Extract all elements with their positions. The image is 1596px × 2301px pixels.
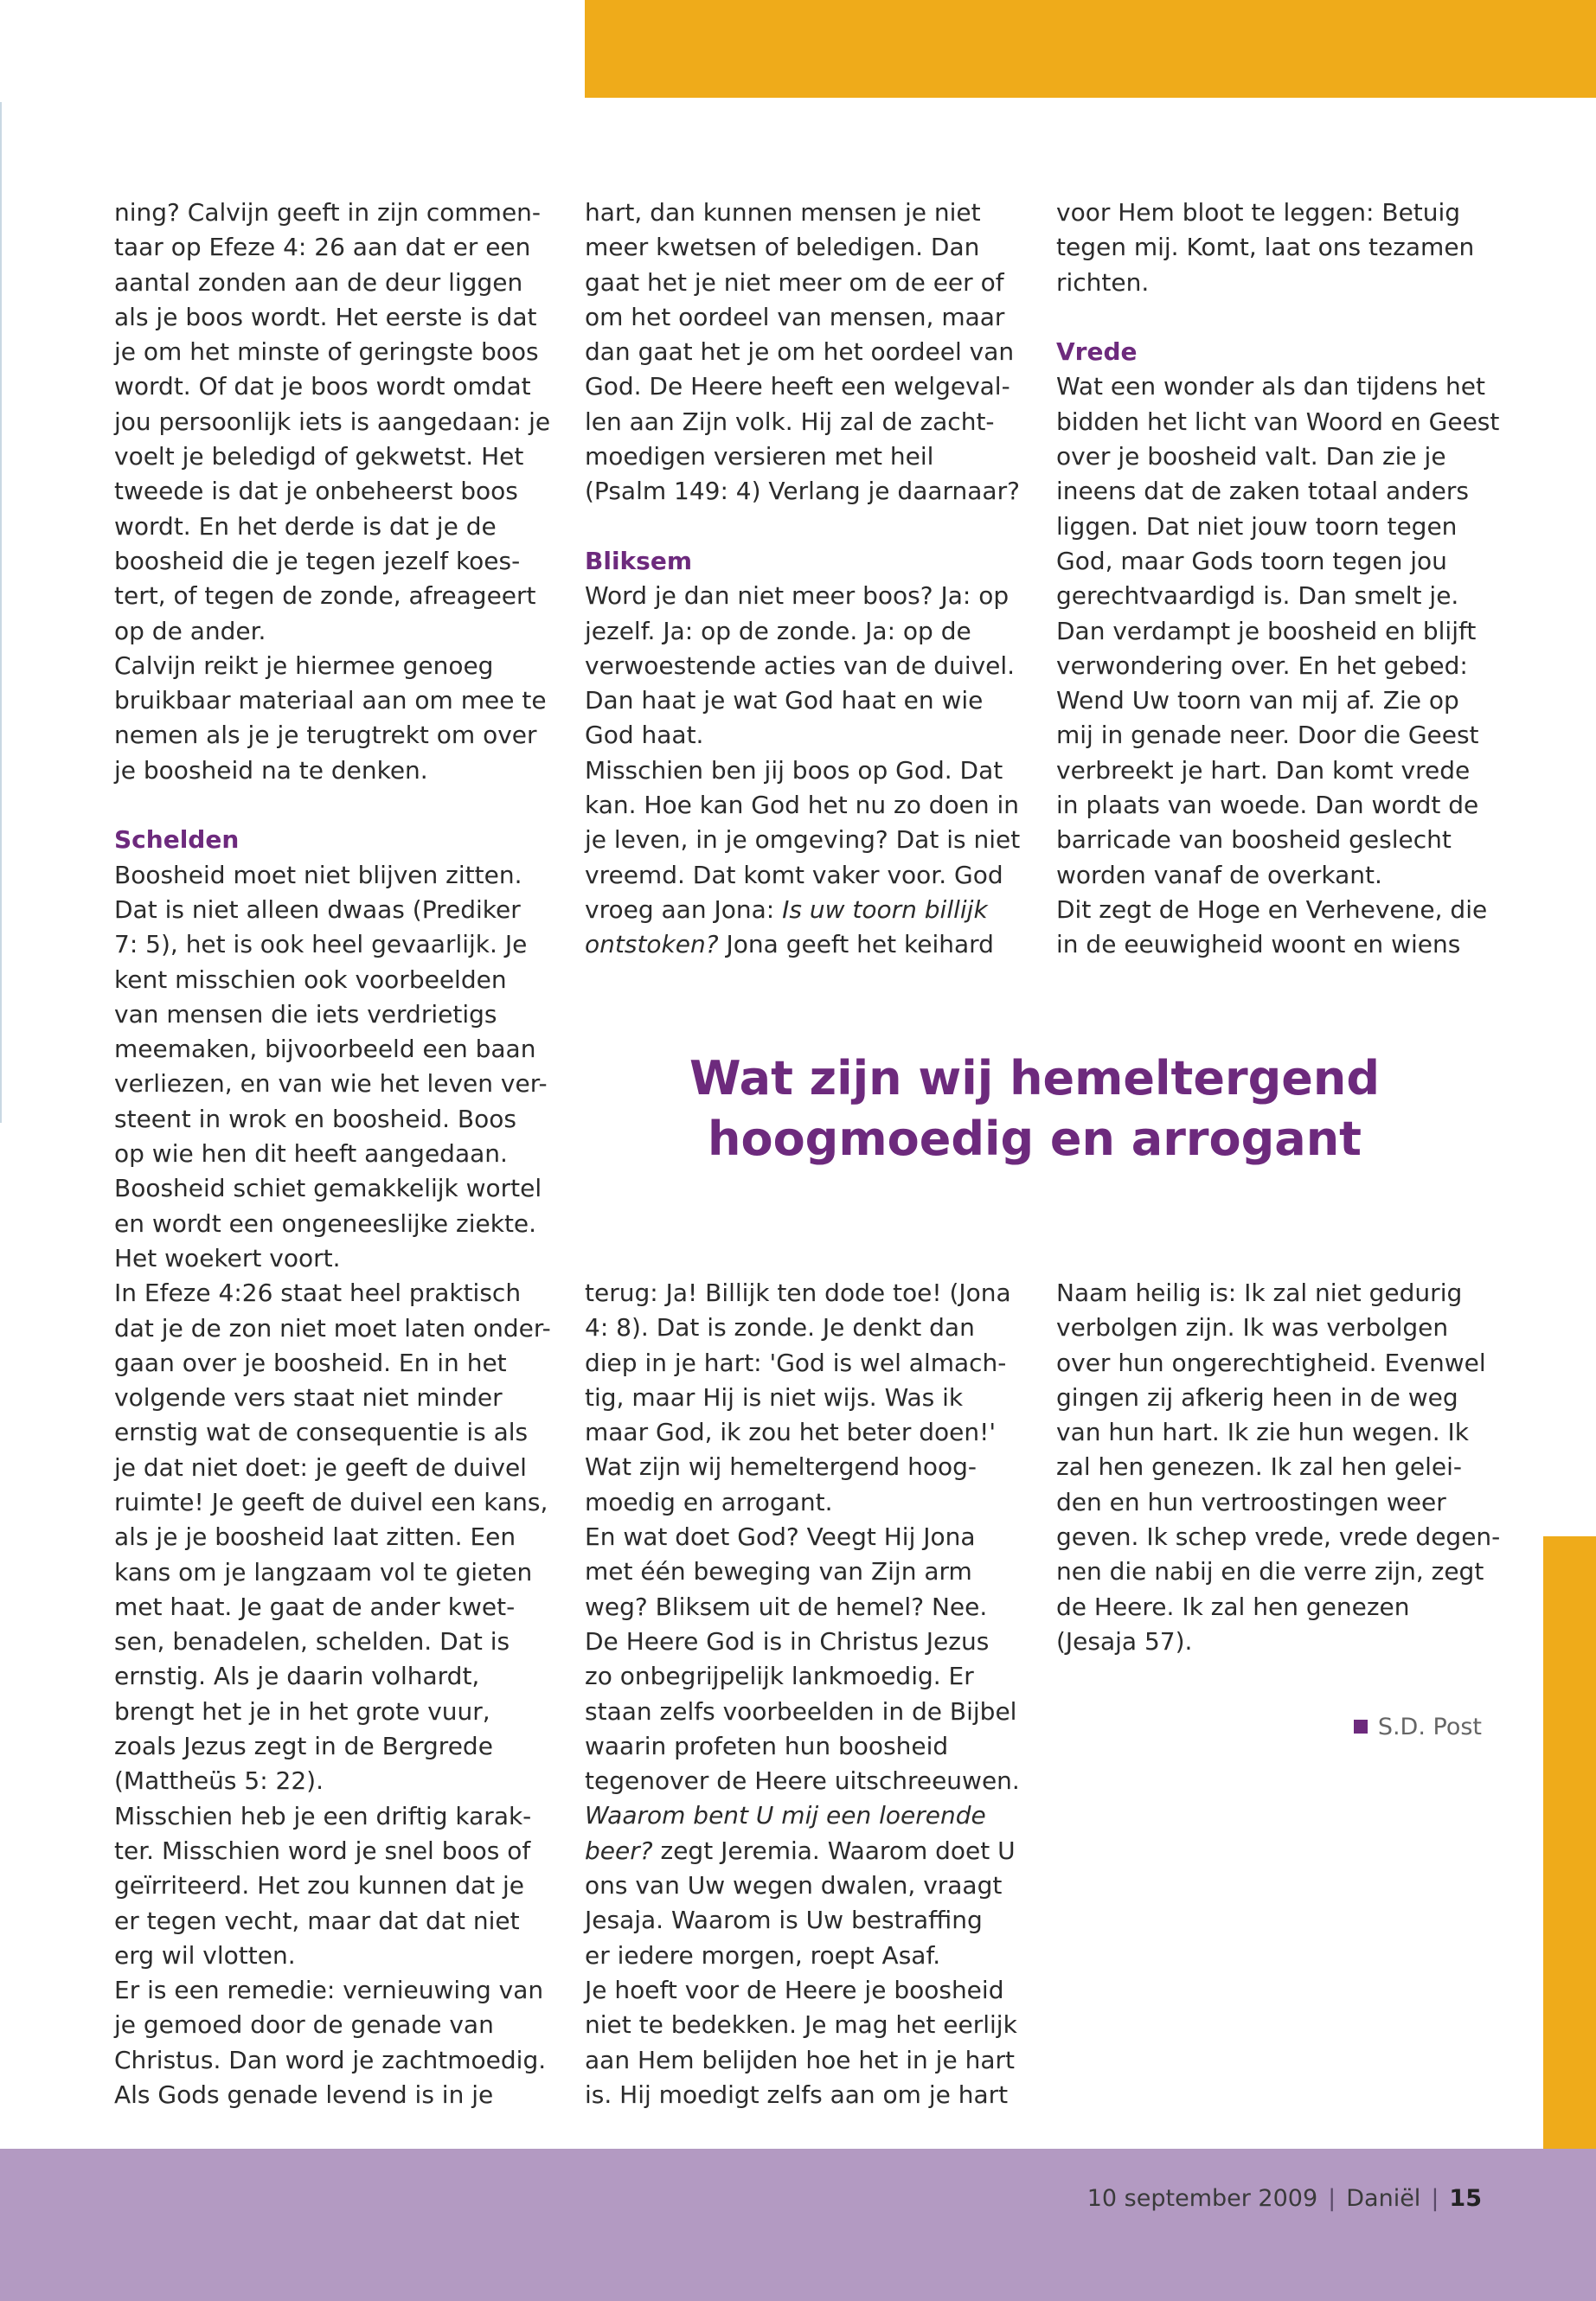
paragraph: Misschien ben jij boos op God. Dat kan. Hoe kan God het nu zo doen in je leven, in je omgeving? Dat is niet vreemd. Dat komt vaker voor. God vroeg aan Jona: Is uw toorn billijk ontstoken? Jona geeft het keihard [585, 753, 1035, 963]
text-line: ning? Calvijn geeft in zijn commen- [114, 198, 542, 227]
text-line: taar op Efeze 4: 26 aan dat er een [114, 233, 531, 262]
text-line: ter. Misschien word je snel boos of [114, 1836, 531, 1865]
section-heading-schelden: Schelden [114, 825, 240, 855]
article-column-5 [1056, 1276, 1506, 1745]
text-line: steent in wrok en boosheid. Boos [114, 1104, 516, 1133]
text-line: niet te bedekken. Je mag het eerlijk [585, 2010, 1017, 2040]
paragraph [1056, 1276, 1506, 1659]
text-line: de Heere. Ik zal hen genezen [1056, 1592, 1410, 1621]
text-line: ons van Uw wegen dwalen, vraagt [585, 1871, 1003, 1900]
left-margin-rule [0, 102, 2, 1123]
paragraph [114, 649, 564, 788]
text-line: vreemd. Dat komt vaker voor. God [585, 860, 1003, 889]
article-column-1 [114, 195, 564, 2112]
text-line: jou persoonlijk iets is aangedaan: je [114, 407, 551, 436]
text-line: Dit zegt de Hoge en Verhevene, die [1056, 894, 1488, 924]
paragraph [1056, 369, 1506, 892]
text-line: De Heere God is in Christus Jezus [585, 1626, 990, 1656]
top-accent-bar [585, 0, 1596, 98]
text-line: met één beweging van Zijn arm [585, 1557, 972, 1586]
text-line: sen, benadelen, schelden. Dat is [114, 1627, 510, 1657]
text-line: moedigen versieren met heil [585, 442, 934, 471]
right-accent-bar [1543, 1536, 1596, 2149]
text-line: als je boos wordt. Het eerste is dat [114, 302, 537, 331]
text-line: den en hun vertroostingen weer [1056, 1487, 1446, 1516]
text-line: verbolgen zijn. Ik was verbolgen [1056, 1313, 1449, 1343]
text-line: in de eeuwigheid woont en wiens [1056, 930, 1461, 959]
text-line: bidden het licht van Woord en Geest [1056, 407, 1500, 436]
text-line: tweede is dat je onbeheerst boos [114, 477, 518, 506]
quote-italic: Is uw toorn billijk [782, 894, 988, 924]
text-line: er iedere morgen, roept Asaf. [585, 1940, 941, 1970]
text-line: kent misschien ook voorbeelden [114, 965, 507, 994]
text-line: mij in genade neer. Door die Geest [1056, 721, 1479, 750]
text-line: aan Hem belijden hoe het in je hart [585, 2045, 1015, 2074]
text-line: zo onbegrijpelijk lankmoedig. Er [585, 1662, 974, 1691]
text-line: aantal zonden aan de deur liggen [114, 267, 523, 297]
text-line: gaan over je boosheid. En in het [114, 1348, 507, 1377]
text-line: Misschien heb je een driftig karak- [114, 1801, 532, 1830]
text-line: meemaken, bijvoorbeeld een baan [114, 1035, 536, 1064]
text-line: God, maar Gods toorn tegen jou [1056, 546, 1447, 575]
pull-quote-line: Wat zijn wij hemeltergend [689, 1051, 1380, 1106]
text-line: boosheid die je tegen jezelf koes- [114, 546, 521, 575]
text-line: is. Hij moedigt zelfs aan om je hart [585, 2080, 1009, 2109]
text-line: staan zelfs voorbeelden in de Bijbel [585, 1696, 1017, 1726]
paragraph [1056, 893, 1506, 963]
text-line: voelt je beledigd of gekwetst. Het [114, 442, 524, 471]
text-line: gingen zij afkerig heen in de weg [1056, 1382, 1458, 1412]
text-line: maar God, ik zou het beter doen!' [585, 1418, 997, 1447]
text-line: je leven, in je omgeving? Dat is niet [585, 825, 1021, 855]
text-line: barricade van boosheid geslecht [1056, 825, 1452, 855]
text-line: Wat zijn wij hemeltergend hoog- [585, 1452, 977, 1482]
text-line: over je boosheid valt. Dan zie je [1056, 442, 1446, 471]
text-line: je om het minste of geringste boos [114, 337, 539, 367]
author-byline: S.D. Post [1056, 1710, 1482, 1745]
text-line: kans om je langzaam vol te gieten [114, 1557, 533, 1586]
article-column-3 [1056, 195, 1506, 963]
text-line: tert, of tegen de zonde, afreageert [114, 581, 536, 611]
text-line: brengt het je in het grote vuur, [114, 1696, 490, 1726]
text-line: bruikbaar materiaal aan om mee te [114, 686, 547, 715]
pull-quote-line: hoogmoedig en arrogant [708, 1112, 1362, 1166]
text-line: dan gaat het je om het oordeel van [585, 337, 1015, 367]
quote-italic: beer? [585, 1836, 653, 1865]
text-line: En wat doet God? Veegt Hij Jona [585, 1522, 976, 1552]
text-line: gaat het je niet meer om de eer of [585, 267, 1004, 297]
text-line: je gemoed door de genade van [114, 2010, 494, 2040]
issue-date: 10 september 2009 [1086, 2185, 1318, 2212]
text-line: kan. Hoe kan God het nu zo doen in [585, 791, 1020, 820]
section-heading-bliksem: Bliksem [585, 546, 692, 575]
text-line: Dan haat je wat God haat en wie [585, 686, 984, 715]
text-line: verliezen, en van wie het leven ver- [114, 1069, 548, 1099]
text-line: Christus. Dan word je zachtmoedig. [114, 2045, 547, 2074]
text-line: 7: 5), het is ook heel gevaarlijk. Je [114, 930, 528, 959]
paragraph [114, 1973, 564, 2112]
text-line: er tegen vecht, maar dat dat niet [114, 1906, 520, 1935]
text-line: Het woekert voort. [114, 1243, 341, 1272]
text-line: (Jesaja 57). [1056, 1626, 1193, 1656]
text-line: Naam heilig is: Ik zal niet gedurig [1056, 1279, 1463, 1307]
text-line: ernstig. Als je daarin volhardt, [114, 1662, 480, 1691]
quote-italic: Waarom bent U mij een loerende [585, 1801, 986, 1830]
text-line: hart, dan kunnen mensen je niet [585, 198, 981, 227]
text-line: tegen mij. Komt, laat ons tezamen [1056, 233, 1475, 262]
text-line: wordt. Of dat je boos wordt omdat [114, 372, 531, 401]
footer-band [0, 2149, 1596, 2301]
text-line: je boosheid na te denken. [114, 755, 428, 785]
paragraph [114, 1799, 564, 1973]
text-line: nemen als je je terugtrekt om over [114, 721, 537, 750]
page-footer: 10 september 2009 | Daniël | 15 [1086, 2185, 1482, 2212]
text-line: geven. Ik schep vrede, vrede degen- [1056, 1522, 1501, 1552]
text-line: gerechtvaardigd is. Dan smelt je. [1056, 581, 1459, 611]
paragraph [114, 1276, 564, 1798]
text-line: verbreekt je hart. Dan komt vrede [1056, 755, 1471, 785]
text-line: Wend Uw toorn van mij af. Zie op [1056, 686, 1459, 715]
quote-italic: ontstoken? [585, 930, 719, 959]
paragraph [585, 579, 1035, 753]
text-line: God haat. [585, 721, 704, 750]
text-line: jezelf. Ja: op de zonde. Ja: op de [585, 616, 971, 645]
paragraph [585, 195, 1035, 510]
paragraph [114, 858, 564, 1277]
text-line: Boosheid schiet gemakkelijk wortel [114, 1174, 542, 1203]
text-line: ernstig wat de consequentie is als [114, 1418, 529, 1447]
text-line: waarin profeten hun boosheid [585, 1731, 949, 1760]
text-line: ineens dat de zaken totaal anders [1056, 477, 1469, 506]
text-line: 4: 8). Dat is zonde. Je denkt dan [585, 1313, 975, 1343]
text-line: geïrriteerd. Het zou kunnen dat je [114, 1871, 525, 1900]
text-line: als je je boosheid laat zitten. Een [114, 1522, 516, 1552]
article-column-2 [585, 195, 1035, 963]
paragraph: En wat doet God? Veegt Hij Jona met één beweging van Zijn arm weg? Bliksem uit de hemel? Nee. De Heere God is in Christus Jezus zo onbegrijpelijk lankmoedig. Er staan zelfs voorbeelden in de Bijbel waarin profeten hun boosheid tegenover de Heere uitschreeuwen. Waarom bent U mij een loerende beer? zegt Jeremia. Waarom doet U ons van Uw wegen dwalen, vraagt Jesaja. Waarom is Uw bestraffing er iedere morgen, roept Asaf. [585, 1520, 1035, 1973]
text-line: tig, maar Hij is niet wijs. Was ik [585, 1382, 964, 1412]
paragraph [114, 195, 564, 649]
text-line: ruimte! Je geeft de duivel een kans, [114, 1487, 548, 1516]
paragraph [1056, 195, 1506, 300]
text-line: weg? Bliksem uit de hemel? Nee. [585, 1592, 988, 1621]
text-line: voor Hem bloot te leggen: Betuig [1056, 198, 1461, 227]
square-bullet-icon [1354, 1720, 1368, 1734]
text-line: nen die nabij en die verre zijn, zegt [1056, 1557, 1484, 1586]
text-line: God. De Heere heeft een welgeval- [585, 372, 1010, 401]
text-line: Calvijn reikt je hiermee genoeg [114, 651, 494, 680]
page-number: 15 [1449, 2185, 1482, 2212]
text-line: Je hoeft voor de Heere je boosheid [585, 1975, 1004, 2004]
section-heading-vrede: Vrede [1056, 337, 1138, 367]
text-line: om het oordeel van mensen, maar [585, 302, 1005, 331]
magazine-name: Daniël [1346, 2185, 1421, 2212]
text-line: Dat is niet alleen dwaas (Prediker [114, 894, 521, 924]
text-line: erg wil vlotten. [114, 1940, 296, 1970]
text-line: diep in je hart: 'God is wel almach- [585, 1348, 1007, 1377]
text-line: volgende vers staat niet minder [114, 1383, 503, 1413]
paragraph [585, 1276, 1035, 1520]
text-line: Wat een wonder als dan tijdens het [1056, 372, 1485, 401]
pull-quote [585, 1048, 1484, 1170]
article-column-4 [585, 1276, 1035, 2112]
text-line: In Efeze 4:26 staat heel praktisch [114, 1279, 522, 1308]
text-line: verwoestende acties van de duivel. [585, 651, 1016, 680]
text-line: dat je de zon niet moet laten onder- [114, 1313, 551, 1343]
text-line: len aan Zijn volk. Hij zal de zacht- [585, 407, 995, 436]
text-line: met haat. Je gaat de ander kwet- [114, 1592, 516, 1621]
text-line: in plaats van woede. Dan wordt de [1056, 791, 1479, 820]
text-line: (Psalm 149: 4) Verlang je daarnaar? [585, 477, 1020, 506]
text-line: zoals Jezus zegt in de Bergrede [114, 1732, 493, 1761]
paragraph [585, 1973, 1035, 2112]
text-line: meer kwetsen of beledigen. Dan [585, 233, 980, 262]
text-line: van hun hart. Ik zie hun wegen. Ik [1056, 1418, 1469, 1447]
text-line: zal hen genezen. Ik zal hen gelei- [1056, 1452, 1463, 1482]
text-line: tegenover de Heere uitschreeuwen. [585, 1766, 1020, 1796]
text-line: op de ander. [114, 616, 266, 645]
text-line: en wordt een ongeneeslijke ziekte. [114, 1208, 537, 1238]
text-line: Dan verdampt je boosheid en blijft [1056, 616, 1477, 645]
text-line: Jesaja. Waarom is Uw bestraffing [585, 1906, 983, 1935]
text-line: verwondering over. En het gebed: [1056, 651, 1468, 680]
text-line: terug: Ja! Billijk ten dode toe! (Jona [585, 1279, 1011, 1307]
text-line: Misschien ben jij boos op God. Dat [585, 755, 1003, 785]
text-line: wordt. En het derde is dat je de [114, 511, 497, 541]
text-line: (Mattheüs 5: 22). [114, 1766, 324, 1796]
text-line: richten. [1056, 267, 1150, 297]
text-line: moedig en arrogant. [585, 1487, 833, 1516]
text-line: op wie hen dit heeft aangedaan. [114, 1139, 508, 1169]
text-line: Boosheid moet niet blijven zitten. [114, 860, 522, 889]
text-line: Word je dan niet meer boos? Ja: op [585, 581, 1010, 611]
text-line: Als Gods genade levend is in je [114, 2080, 494, 2110]
text-line: worden vanaf de overkant. [1056, 860, 1382, 889]
text-line: Er is een remedie: vernieuwing van [114, 1976, 544, 2005]
text-line: van mensen die iets verdrietigs [114, 999, 497, 1029]
text-line: je dat niet doet: je geeft de duivel [114, 1452, 527, 1482]
text-line: over hun ongerechtigheid. Evenwel [1056, 1348, 1486, 1377]
text-line: liggen. Dat niet jouw toorn tegen [1056, 511, 1458, 541]
